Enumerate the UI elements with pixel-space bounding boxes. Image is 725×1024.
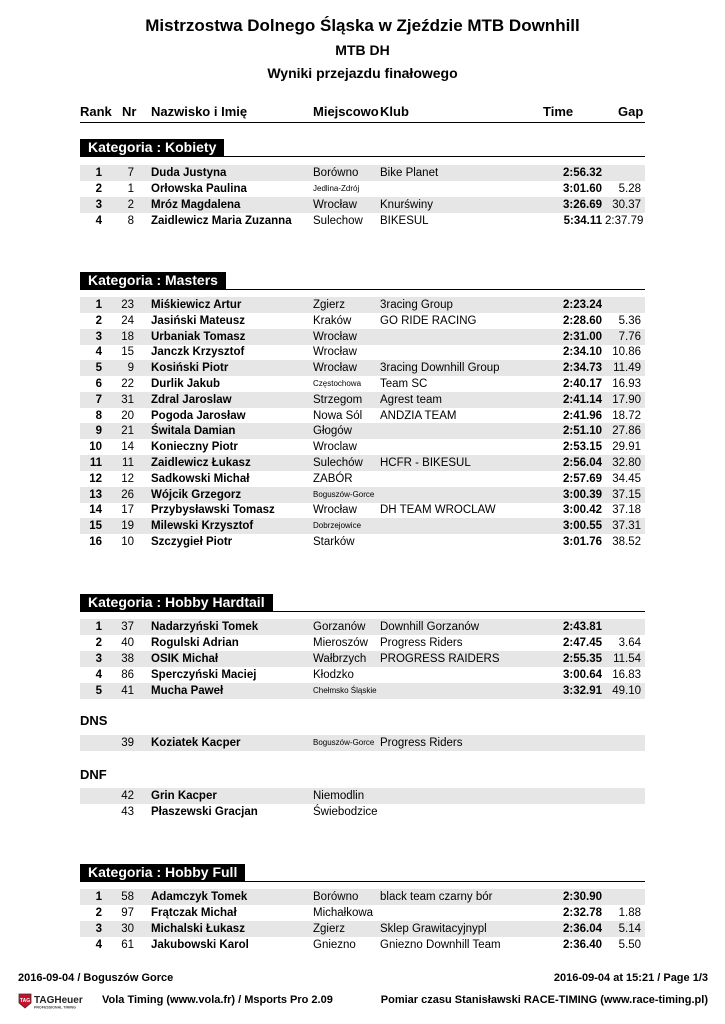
rider-name-cell: Przybysławski Tomasz — [151, 504, 275, 517]
gap-cell: 30.37 — [612, 199, 641, 211]
column-nr: Nr — [122, 104, 137, 119]
table-row — [80, 735, 645, 751]
place-cell: Wroclaw — [313, 441, 357, 454]
club-cell: Team SC — [380, 378, 428, 390]
gap-cell: 17.90 — [612, 393, 641, 406]
bib-number-cell: 11 — [122, 457, 134, 469]
rank-cell: 2 — [95, 636, 102, 649]
table-row — [80, 667, 645, 683]
bib-number-cell: 20 — [121, 409, 134, 422]
club-cell: Gniezno Downhill Team — [380, 939, 501, 951]
place-cell: Kraków — [313, 314, 352, 327]
table-row — [80, 455, 645, 471]
category-label: Kategoria : Hobby Hardtail — [80, 594, 273, 611]
table-row — [80, 313, 645, 329]
bib-number-cell: 17 — [121, 504, 134, 517]
rank-cell: 5 — [95, 362, 102, 375]
rider-name-cell: Janczk Krzysztof — [151, 346, 245, 359]
club-cell: Progress Riders — [380, 737, 463, 749]
time-cell: 5:34.11 — [563, 215, 602, 227]
rank-cell: 9 — [95, 425, 102, 438]
rider-name-cell: Frątczak Michał — [151, 907, 237, 919]
gap-cell: 32.80 — [612, 457, 641, 469]
rider-name-cell: Zaidlewicz Łukasz — [151, 457, 251, 469]
table-row — [80, 376, 645, 392]
bib-number-cell: 14 — [121, 441, 134, 454]
time-cell: 3:00.42 — [562, 504, 602, 517]
club-cell: HCFR - BIKESUL — [380, 457, 471, 469]
bib-number-cell: 1 — [127, 183, 134, 195]
bib-number-cell: 38 — [121, 652, 134, 665]
place-cell: Boguszów-Gorce — [313, 489, 375, 499]
place-cell: Sulechów — [313, 457, 363, 469]
rank-cell: 1 — [95, 891, 102, 903]
time-cell: 2:55.35 — [562, 652, 602, 665]
bib-number-cell: 15 — [121, 346, 134, 359]
rider-name-cell: Szczygieł Piotr — [151, 536, 233, 548]
place-cell: Zgierz — [313, 299, 345, 311]
rank-cell: 10 — [89, 441, 102, 454]
gap-cell: 37.31 — [612, 520, 641, 533]
place-cell: Świebodzice — [313, 806, 378, 818]
time-cell: 3:00.64 — [562, 668, 602, 681]
logo-text: TAGHeuer — [34, 995, 83, 1006]
table-row — [80, 408, 645, 424]
table-row — [80, 197, 645, 213]
footer-timestamp-page: 2016-09-04 at 15:21 / Page 1/3 — [553, 972, 708, 984]
time-cell: 2:56.04 — [562, 457, 602, 469]
rider-name-cell: Jakubowski Karol — [151, 939, 249, 951]
rider-name-cell: Zdral Jaroslaw — [151, 393, 232, 406]
rank-cell: 14 — [89, 504, 102, 517]
club-cell: BIKESUL — [380, 215, 429, 227]
bib-number-cell: 40 — [121, 636, 134, 649]
rank-cell: 4 — [95, 346, 102, 359]
club-cell: PROGRESS RAIDERS — [380, 652, 500, 665]
table-row — [80, 534, 645, 550]
gap-cell: 16.93 — [612, 378, 641, 390]
rider-name-cell: Jasiński Mateusz — [151, 314, 245, 327]
time-cell: 3:32.91 — [562, 684, 602, 697]
column-header-row — [80, 104, 645, 123]
rider-name-cell: Sadkowski Michał — [151, 472, 250, 485]
rider-name-cell: Durlik Jakub — [151, 378, 221, 390]
gap-cell: 16.83 — [612, 668, 641, 681]
place-cell: Gorzanów — [313, 621, 366, 633]
rider-name-cell: Kosiński Piotr — [151, 362, 229, 375]
rank-cell: 8 — [95, 409, 102, 422]
time-cell: 3:26.69 — [562, 199, 602, 211]
category-header-hobby-full — [80, 864, 645, 882]
club-cell: Progress Riders — [380, 636, 463, 649]
bib-number-cell: 9 — [127, 362, 134, 375]
table-row — [80, 635, 645, 651]
bib-number-cell: 23 — [121, 299, 134, 311]
bib-number-cell: 10 — [121, 536, 134, 548]
rank-cell: 1 — [95, 621, 102, 633]
svg-text:TAG: TAG — [19, 998, 31, 1004]
rider-name-cell: Duda Justyna — [151, 167, 227, 179]
rider-name-cell: Konieczny Piotr — [151, 441, 238, 454]
rank-cell: 4 — [95, 215, 102, 227]
table-row — [80, 651, 645, 667]
gap-cell: 3.64 — [618, 636, 641, 649]
time-cell: 2:47.45 — [562, 636, 602, 649]
gap-cell: 11.54 — [613, 652, 641, 665]
place-cell: Wrocław — [313, 504, 357, 517]
bib-number-cell: 22 — [121, 378, 134, 390]
gap-cell: 5.28 — [618, 183, 641, 195]
time-cell: 2:36.40 — [562, 939, 602, 951]
bib-number-cell: 61 — [121, 939, 134, 951]
time-cell: 2:53.15 — [562, 441, 602, 454]
rank-cell: 2 — [95, 907, 102, 919]
tagheuer-logo — [18, 992, 98, 1010]
place-cell: Wrocław — [313, 346, 357, 359]
place-cell: Borówno — [313, 891, 359, 903]
place-cell: Strzegom — [313, 393, 363, 406]
page-subtitle: MTB DH — [335, 42, 390, 58]
place-cell: Boguszów-Gorce — [313, 738, 375, 747]
place-cell: Mieroszów — [313, 636, 368, 649]
club-cell: GO RIDE RACING — [380, 314, 477, 327]
footer-bottom — [18, 992, 708, 1010]
dnf-heading: DNF — [80, 767, 107, 782]
table-row — [80, 518, 645, 534]
rider-name-cell: OSIK Michał — [151, 652, 219, 665]
table-row — [80, 439, 645, 455]
bib-number-cell: 8 — [127, 215, 134, 227]
gap-cell: 18.72 — [612, 409, 641, 422]
rank-cell: 3 — [95, 923, 102, 935]
time-cell: 2:51.10 — [562, 425, 602, 438]
table-row — [80, 329, 645, 345]
club-cell: Agrest team — [380, 393, 442, 406]
rank-cell: 7 — [95, 393, 102, 406]
column-gap: Gap — [618, 104, 644, 119]
place-cell: Wałbrzych — [313, 652, 367, 665]
club-cell: Downhill Gorzanów — [380, 621, 480, 633]
rank-cell: 16 — [89, 536, 102, 548]
table-row — [80, 804, 645, 820]
place-cell: Wrocław — [313, 330, 357, 343]
bib-number-cell: 43 — [121, 806, 134, 818]
rank-cell: 3 — [95, 199, 102, 211]
footer-software: Vola Timing (www.vola.fr) / Msports Pro 2.09 — [102, 994, 333, 1006]
table-row — [80, 165, 645, 181]
table-row — [80, 502, 645, 518]
rider-name-cell: Nadarzyński Tomek — [151, 621, 259, 633]
rider-name-cell: Pogoda Jarosław — [151, 409, 246, 422]
place-cell: Wrocław — [313, 199, 357, 211]
place-cell: Sulechow — [313, 215, 363, 227]
rank-cell: 2 — [95, 183, 102, 195]
results-title: Wyniki przejazdu finałowego — [267, 65, 458, 81]
table-row — [80, 683, 645, 699]
bib-number-cell: 37 — [121, 621, 134, 633]
club-cell: 3racing Downhill Group — [380, 362, 500, 375]
time-cell: 2:28.60 — [562, 314, 602, 327]
club-cell: ANDZIA TEAM — [380, 409, 457, 422]
bib-number-cell: 39 — [121, 737, 134, 749]
club-cell: 3racing Group — [380, 299, 453, 311]
rider-name-cell: Orłowska Paulina — [151, 183, 247, 195]
gap-cell: 27.86 — [612, 425, 641, 438]
time-cell: 2:31.00 — [562, 330, 602, 343]
time-cell: 2:34.73 — [562, 362, 602, 375]
table-row — [80, 619, 645, 635]
table-row — [80, 921, 645, 937]
rank-cell: 11 — [89, 457, 102, 469]
bib-number-cell: 41 — [121, 684, 134, 697]
rider-name-cell: Zaidlewicz Maria Zuzanna — [151, 215, 292, 227]
category-header-kobiety — [80, 139, 645, 157]
bib-number-cell: 30 — [121, 923, 134, 935]
table-row — [80, 344, 645, 360]
bib-number-cell: 21 — [121, 425, 134, 438]
gap-cell: 37.15 — [612, 488, 641, 501]
table-row — [80, 213, 645, 229]
bib-number-cell: 58 — [121, 891, 134, 903]
bib-number-cell: 97 — [121, 907, 134, 919]
time-cell: 2:23.24 — [562, 299, 602, 311]
gap-cell: 5.36 — [618, 314, 641, 327]
category-label: Kategoria : Hobby Full — [80, 864, 245, 881]
bib-number-cell: 7 — [127, 167, 134, 179]
club-cell: DH TEAM WROCLAW — [380, 504, 496, 517]
place-cell: Głogów — [313, 425, 352, 438]
gap-cell: 37.18 — [612, 504, 641, 517]
gap-cell: 5.50 — [618, 939, 641, 951]
table-row — [80, 181, 645, 197]
place-cell: Michałkowa — [313, 907, 374, 919]
rank-cell: 15 — [89, 520, 102, 533]
place-cell: Wrocław — [313, 362, 357, 375]
place-cell: Chełmsko Śląskie — [313, 685, 377, 695]
category-header-hobby-hardtail — [80, 594, 645, 612]
place-cell: Starków — [313, 536, 355, 548]
rank-cell: 13 — [89, 488, 102, 501]
rider-name-cell: Adamczyk Tomek — [151, 891, 248, 903]
gap-cell: 38.52 — [612, 536, 641, 548]
club-cell: black team czarny bór — [380, 891, 493, 903]
table-row — [80, 889, 645, 905]
time-cell: 2:56.32 — [562, 167, 602, 179]
gap-cell: 10.86 — [612, 346, 641, 359]
time-cell: 2:34.10 — [562, 346, 602, 359]
rider-name-cell: Michalski Łukasz — [151, 923, 245, 935]
rider-name-cell: Miśkiewicz Artur — [151, 299, 242, 311]
rank-cell: 3 — [95, 652, 102, 665]
gap-cell: 5.14 — [618, 923, 641, 935]
bib-number-cell: 12 — [121, 472, 134, 485]
place-cell: Zgierz — [313, 923, 345, 935]
category-header-masters — [80, 272, 645, 290]
column-place: Miejscowo — [313, 104, 379, 119]
bib-number-cell: 86 — [121, 668, 134, 681]
place-cell: ZABÓR — [313, 472, 353, 485]
rider-name-cell: Świtala Damian — [151, 425, 236, 438]
table-row — [80, 487, 645, 503]
place-cell: Dobrzejowice — [313, 521, 362, 531]
rank-cell: 12 — [89, 472, 102, 485]
bib-number-cell: 24 — [121, 314, 134, 327]
gap-cell: 7.76 — [618, 330, 641, 343]
rank-cell: 1 — [95, 299, 102, 311]
club-cell: Knurświny — [380, 199, 434, 211]
footer-date-location: 2016-09-04 / Boguszów Gorce — [18, 972, 174, 984]
rank-cell: 4 — [95, 939, 102, 951]
time-cell: 2:41.14 — [562, 393, 602, 406]
rider-name-cell: Mróz Magdalena — [151, 199, 241, 211]
column-name: Nazwisko i Imię — [151, 104, 248, 119]
time-cell: 2:57.69 — [562, 472, 602, 485]
bib-number-cell: 19 — [121, 520, 134, 533]
rider-name-cell: Płaszewski Gracjan — [151, 806, 258, 818]
table-row — [80, 937, 645, 953]
gap-cell: 29.91 — [612, 441, 641, 454]
place-cell: Nowa Sól — [313, 409, 363, 422]
table-row — [80, 788, 645, 804]
rank-cell: 6 — [95, 378, 102, 390]
time-cell: 3:01.60 — [562, 183, 602, 195]
time-cell: 3:00.39 — [562, 488, 602, 501]
time-cell: 3:00.55 — [562, 520, 602, 533]
bib-number-cell: 42 — [121, 790, 134, 802]
gap-cell: 49.10 — [612, 684, 641, 697]
rider-name-cell: Urbaniak Tomasz — [151, 330, 246, 343]
time-cell: 2:30.90 — [562, 891, 602, 903]
bib-number-cell: 26 — [121, 488, 134, 501]
table-row — [80, 392, 645, 408]
column-club: Klub — [380, 104, 409, 119]
table-row — [80, 471, 645, 487]
place-cell: Częstochowa — [313, 379, 362, 388]
rider-name-cell: Wójcik Grzegorz — [151, 488, 242, 501]
club-cell: Bike Planet — [380, 167, 439, 179]
rank-cell: 2 — [95, 314, 102, 327]
time-cell: 2:40.17 — [562, 378, 602, 390]
table-row — [80, 297, 645, 313]
bib-number-cell: 18 — [121, 330, 134, 343]
table-row — [80, 905, 645, 921]
time-cell: 2:36.04 — [562, 923, 602, 935]
place-cell: Jedlina-Zdrój — [313, 184, 360, 193]
rank-cell: 3 — [95, 330, 102, 343]
time-cell: 2:41.96 — [562, 409, 602, 422]
rider-name-cell: Rogulski Adrian — [151, 636, 239, 649]
gap-cell: 2:37.79 — [605, 215, 644, 227]
column-time: Time — [543, 104, 574, 119]
table-row — [80, 360, 645, 376]
column-rank: Rank — [80, 104, 112, 119]
dns-heading: DNS — [80, 713, 108, 728]
logo-subtext: PROFESSIONAL TIMING — [34, 1005, 76, 1010]
time-cell: 2:32.78 — [562, 907, 602, 919]
table-row — [80, 423, 645, 439]
rider-name-cell: Koziatek Kacper — [151, 737, 241, 749]
bib-number-cell: 31 — [121, 393, 134, 406]
rider-name-cell: Milewski Krzysztof — [151, 520, 254, 533]
rank-cell: 1 — [95, 167, 102, 179]
page-title: Mistrzostwa Dolnego Śląska w Zjeździe MTB Downhill — [145, 16, 580, 35]
gap-cell: 34.45 — [612, 472, 641, 485]
place-cell: Gniezno — [313, 939, 356, 951]
gap-cell: 11.49 — [613, 362, 641, 375]
category-label: Kategoria : Kobiety — [80, 139, 224, 156]
bib-number-cell: 2 — [127, 199, 134, 211]
rider-name-cell: Mucha Paweł — [151, 684, 224, 697]
place-cell: Borówno — [313, 167, 359, 179]
category-label: Kategoria : Masters — [80, 272, 226, 289]
club-cell: Sklep Grawitacyjnypl — [380, 923, 487, 935]
footer-top — [18, 972, 708, 986]
rider-name-cell: Sperczyński Maciej — [151, 668, 257, 681]
footer-timing-company: Pomiar czasu Stanisławski RACE-TIMING (www.race-timing.pl) — [380, 994, 708, 1006]
place-cell: Kłodzko — [313, 668, 354, 681]
time-cell: 3:01.76 — [562, 536, 602, 548]
rank-cell: 5 — [95, 684, 102, 697]
rank-cell: 4 — [95, 668, 102, 681]
place-cell: Niemodlin — [313, 790, 365, 802]
gap-cell: 1.88 — [618, 907, 641, 919]
time-cell: 2:43.81 — [562, 621, 602, 633]
rider-name-cell: Grin Kacper — [151, 790, 217, 802]
